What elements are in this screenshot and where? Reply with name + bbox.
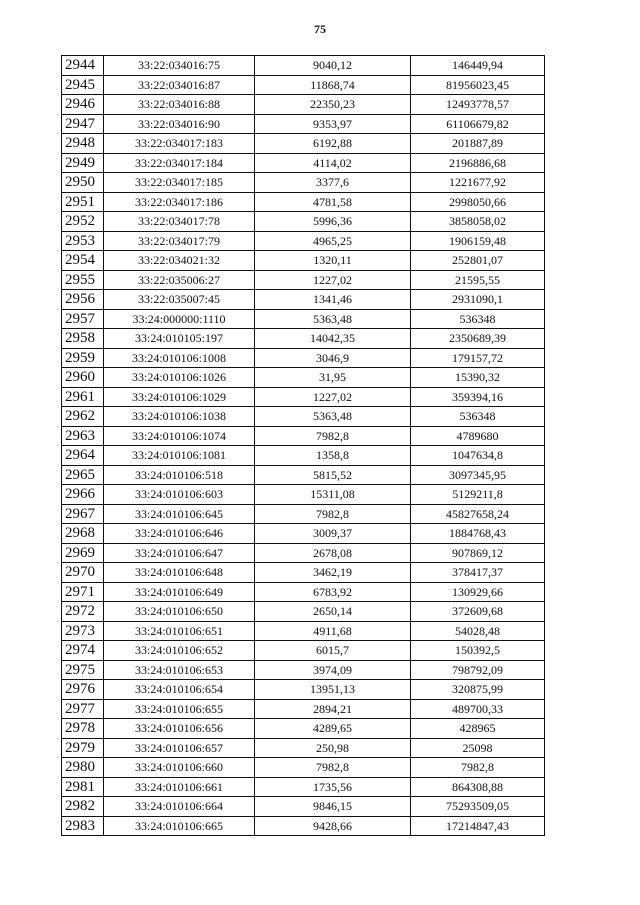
value-cell: 3858058,02 <box>411 212 545 232</box>
area-cell: 1227,02 <box>255 270 411 290</box>
value-cell: 536348 <box>411 407 545 427</box>
area-cell: 3009,37 <box>255 524 411 544</box>
table-row <box>62 816 545 836</box>
area-cell: 9428,66 <box>255 816 411 836</box>
row-number-cell: 2958 <box>62 329 104 349</box>
table-row <box>62 680 545 700</box>
value-cell: 75293509,05 <box>411 797 545 817</box>
table-row <box>62 153 545 173</box>
area-cell: 4781,58 <box>255 192 411 212</box>
cadastral-number-cell: 33:24:010106:645 <box>104 504 255 524</box>
row-number-cell: 2956 <box>62 290 104 310</box>
row-number-cell: 2982 <box>62 797 104 817</box>
cadastral-registry-table <box>61 55 545 836</box>
area-cell: 31,95 <box>255 368 411 388</box>
table-row <box>62 290 545 310</box>
area-cell: 9846,15 <box>255 797 411 817</box>
cadastral-number-cell: 33:24:010106:647 <box>104 543 255 563</box>
table-row <box>62 797 545 817</box>
table-row <box>62 134 545 154</box>
cadastral-number-cell: 33:22:034017:79 <box>104 231 255 251</box>
cadastral-number-cell: 33:24:010106:655 <box>104 699 255 719</box>
value-cell: 4789680 <box>411 426 545 446</box>
cadastral-number-cell: 33:24:010105:197 <box>104 329 255 349</box>
cadastral-number-cell: 33:24:010106:664 <box>104 797 255 817</box>
row-number-cell: 2952 <box>62 212 104 232</box>
area-cell: 14042,35 <box>255 329 411 349</box>
area-cell: 5363,48 <box>255 407 411 427</box>
table-row <box>62 621 545 641</box>
value-cell: 130929,66 <box>411 582 545 602</box>
cadastral-number-cell: 33:24:010106:661 <box>104 777 255 797</box>
value-cell: 2350689,39 <box>411 329 545 349</box>
row-number-cell: 2967 <box>62 504 104 524</box>
area-cell: 1735,56 <box>255 777 411 797</box>
area-cell: 3974,09 <box>255 660 411 680</box>
row-number-cell: 2947 <box>62 114 104 134</box>
table-row <box>62 563 545 583</box>
cadastral-number-cell: 33:22:034016:75 <box>104 56 255 76</box>
area-cell: 4114,02 <box>255 153 411 173</box>
area-cell: 1320,11 <box>255 251 411 271</box>
row-number-cell: 2948 <box>62 134 104 154</box>
table-row <box>62 504 545 524</box>
row-number-cell: 2963 <box>62 426 104 446</box>
value-cell: 1906159,48 <box>411 231 545 251</box>
table-row <box>62 114 545 134</box>
row-number-cell: 2955 <box>62 270 104 290</box>
cadastral-number-cell: 33:22:034016:90 <box>104 114 255 134</box>
table-row <box>62 426 545 446</box>
value-cell: 3097345,95 <box>411 465 545 485</box>
area-cell: 6015,7 <box>255 641 411 661</box>
value-cell: 5129211,8 <box>411 485 545 505</box>
area-cell: 9353,97 <box>255 114 411 134</box>
row-number-cell: 2951 <box>62 192 104 212</box>
table-row <box>62 777 545 797</box>
table-row <box>62 56 545 76</box>
row-number-cell: 2959 <box>62 348 104 368</box>
row-number-cell: 2977 <box>62 699 104 719</box>
area-cell: 2678,08 <box>255 543 411 563</box>
row-number-cell: 2961 <box>62 387 104 407</box>
cadastral-number-cell: 33:22:034017:185 <box>104 173 255 193</box>
value-cell: 21595,55 <box>411 270 545 290</box>
page-number: 75 <box>314 22 326 36</box>
cadastral-number-cell: 33:22:034016:87 <box>104 75 255 95</box>
table-row <box>62 231 545 251</box>
area-cell: 4289,65 <box>255 719 411 739</box>
cadastral-number-cell: 33:24:010106:1026 <box>104 368 255 388</box>
value-cell: 7982,8 <box>411 758 545 778</box>
row-number-cell: 2953 <box>62 231 104 251</box>
table-row <box>62 758 545 778</box>
table-row <box>62 407 545 427</box>
table-row <box>62 309 545 329</box>
area-cell: 7982,8 <box>255 504 411 524</box>
value-cell: 372609,68 <box>411 602 545 622</box>
value-cell: 2931090,1 <box>411 290 545 310</box>
area-cell: 9040,12 <box>255 56 411 76</box>
table-row <box>62 329 545 349</box>
row-number-cell: 2966 <box>62 485 104 505</box>
row-number-cell: 2964 <box>62 446 104 466</box>
row-number-cell: 2981 <box>62 777 104 797</box>
table-row <box>62 543 545 563</box>
area-cell: 3377,6 <box>255 173 411 193</box>
row-number-cell: 2983 <box>62 816 104 836</box>
area-cell: 15311,08 <box>255 485 411 505</box>
value-cell: 320875,99 <box>411 680 545 700</box>
value-cell: 1047634,8 <box>411 446 545 466</box>
area-cell: 7982,8 <box>255 426 411 446</box>
cadastral-number-cell: 33:22:034017:183 <box>104 134 255 154</box>
cadastral-number-cell: 33:22:035006:27 <box>104 270 255 290</box>
value-cell: 81956023,45 <box>411 75 545 95</box>
table-row <box>62 485 545 505</box>
table-row <box>62 602 545 622</box>
cadastral-number-cell: 33:22:034017:184 <box>104 153 255 173</box>
value-cell: 54028,48 <box>411 621 545 641</box>
cadastral-number-cell: 33:22:034016:88 <box>104 95 255 115</box>
table-row <box>62 699 545 719</box>
table-row <box>62 387 545 407</box>
value-cell: 864308,88 <box>411 777 545 797</box>
value-cell: 378417,37 <box>411 563 545 583</box>
row-number-cell: 2974 <box>62 641 104 661</box>
row-number-cell: 2962 <box>62 407 104 427</box>
cadastral-number-cell: 33:24:010106:518 <box>104 465 255 485</box>
cadastral-number-cell: 33:24:010106:1038 <box>104 407 255 427</box>
area-cell: 7982,8 <box>255 758 411 778</box>
table-row <box>62 95 545 115</box>
table-row <box>62 582 545 602</box>
row-number-cell: 2957 <box>62 309 104 329</box>
value-cell: 1221677,92 <box>411 173 545 193</box>
row-number-cell: 2978 <box>62 719 104 739</box>
cadastral-number-cell: 33:24:010106:651 <box>104 621 255 641</box>
cadastral-number-cell: 33:24:010106:650 <box>104 602 255 622</box>
value-cell: 359394,16 <box>411 387 545 407</box>
value-cell: 12493778,57 <box>411 95 545 115</box>
value-cell: 489700,33 <box>411 699 545 719</box>
value-cell: 25098 <box>411 738 545 758</box>
cadastral-number-cell: 33:24:010106:656 <box>104 719 255 739</box>
cadastral-number-cell: 33:24:010106:1008 <box>104 348 255 368</box>
area-cell: 22350,23 <box>255 95 411 115</box>
row-number-cell: 2973 <box>62 621 104 641</box>
cadastral-number-cell: 33:24:010106:648 <box>104 563 255 583</box>
cadastral-number-cell: 33:24:010106:654 <box>104 680 255 700</box>
cadastral-number-cell: 33:22:034017:78 <box>104 212 255 232</box>
cadastral-number-cell: 33:24:010106:652 <box>104 641 255 661</box>
value-cell: 150392,5 <box>411 641 545 661</box>
area-cell: 250,98 <box>255 738 411 758</box>
table-row <box>62 192 545 212</box>
value-cell: 2196886,68 <box>411 153 545 173</box>
row-number-cell: 2950 <box>62 173 104 193</box>
value-cell: 17214847,43 <box>411 816 545 836</box>
value-cell: 536348 <box>411 309 545 329</box>
cadastral-number-cell: 33:22:035007:45 <box>104 290 255 310</box>
table-row <box>62 173 545 193</box>
table-row <box>62 446 545 466</box>
value-cell: 798792,09 <box>411 660 545 680</box>
cadastral-number-cell: 33:24:010106:1074 <box>104 426 255 446</box>
area-cell: 4911,68 <box>255 621 411 641</box>
area-cell: 5815,52 <box>255 465 411 485</box>
cadastral-number-cell: 33:24:010106:1029 <box>104 387 255 407</box>
area-cell: 2650,14 <box>255 602 411 622</box>
area-cell: 6192,88 <box>255 134 411 154</box>
value-cell: 428965 <box>411 719 545 739</box>
value-cell: 179157,72 <box>411 348 545 368</box>
table-row <box>62 75 545 95</box>
area-cell: 2894,21 <box>255 699 411 719</box>
cadastral-number-cell: 33:24:010106:1081 <box>104 446 255 466</box>
table-row <box>62 738 545 758</box>
cadastral-number-cell: 33:22:034017:186 <box>104 192 255 212</box>
row-number-cell: 2979 <box>62 738 104 758</box>
area-cell: 3046,9 <box>255 348 411 368</box>
cadastral-number-cell: 33:24:010106:665 <box>104 816 255 836</box>
row-number-cell: 2971 <box>62 582 104 602</box>
cadastral-number-cell: 33:24:010106:649 <box>104 582 255 602</box>
cadastral-number-cell: 33:24:000000:1110 <box>104 309 255 329</box>
row-number-cell: 2969 <box>62 543 104 563</box>
value-cell: 15390,32 <box>411 368 545 388</box>
table-row <box>62 660 545 680</box>
area-cell: 13951,13 <box>255 680 411 700</box>
area-cell: 1358,8 <box>255 446 411 466</box>
row-number-cell: 2965 <box>62 465 104 485</box>
cadastral-number-cell: 33:24:010106:603 <box>104 485 255 505</box>
row-number-cell: 2949 <box>62 153 104 173</box>
table-row <box>62 251 545 271</box>
row-number-cell: 2954 <box>62 251 104 271</box>
value-cell: 907869,12 <box>411 543 545 563</box>
table-row <box>62 348 545 368</box>
value-cell: 45827658,24 <box>411 504 545 524</box>
row-number-cell: 2976 <box>62 680 104 700</box>
table-row <box>62 465 545 485</box>
area-cell: 1227,02 <box>255 387 411 407</box>
area-cell: 4965,25 <box>255 231 411 251</box>
value-cell: 1884768,43 <box>411 524 545 544</box>
table-row <box>62 368 545 388</box>
cadastral-number-cell: 33:24:010106:657 <box>104 738 255 758</box>
value-cell: 146449,94 <box>411 56 545 76</box>
row-number-cell: 2960 <box>62 368 104 388</box>
area-cell: 6783,92 <box>255 582 411 602</box>
cadastral-number-cell: 33:24:010106:646 <box>104 524 255 544</box>
row-number-cell: 2980 <box>62 758 104 778</box>
area-cell: 5363,48 <box>255 309 411 329</box>
cadastral-number-cell: 33:24:010106:660 <box>104 758 255 778</box>
area-cell: 1341,46 <box>255 290 411 310</box>
row-number-cell: 2946 <box>62 95 104 115</box>
value-cell: 61106679,82 <box>411 114 545 134</box>
row-number-cell: 2972 <box>62 602 104 622</box>
area-cell: 11868,74 <box>255 75 411 95</box>
row-number-cell: 2945 <box>62 75 104 95</box>
cadastral-number-cell: 33:22:034021:32 <box>104 251 255 271</box>
table-row <box>62 524 545 544</box>
row-number-cell: 2970 <box>62 563 104 583</box>
area-cell: 5996,36 <box>255 212 411 232</box>
table-row <box>62 641 545 661</box>
value-cell: 2998050,66 <box>411 192 545 212</box>
table-row <box>62 719 545 739</box>
row-number-cell: 2968 <box>62 524 104 544</box>
cadastral-number-cell: 33:24:010106:653 <box>104 660 255 680</box>
row-number-cell: 2944 <box>62 56 104 76</box>
area-cell: 3462,19 <box>255 563 411 583</box>
table-body <box>62 56 545 836</box>
table-row <box>62 212 545 232</box>
value-cell: 201887,89 <box>411 134 545 154</box>
table-row <box>62 270 545 290</box>
row-number-cell: 2975 <box>62 660 104 680</box>
value-cell: 252801,07 <box>411 251 545 271</box>
